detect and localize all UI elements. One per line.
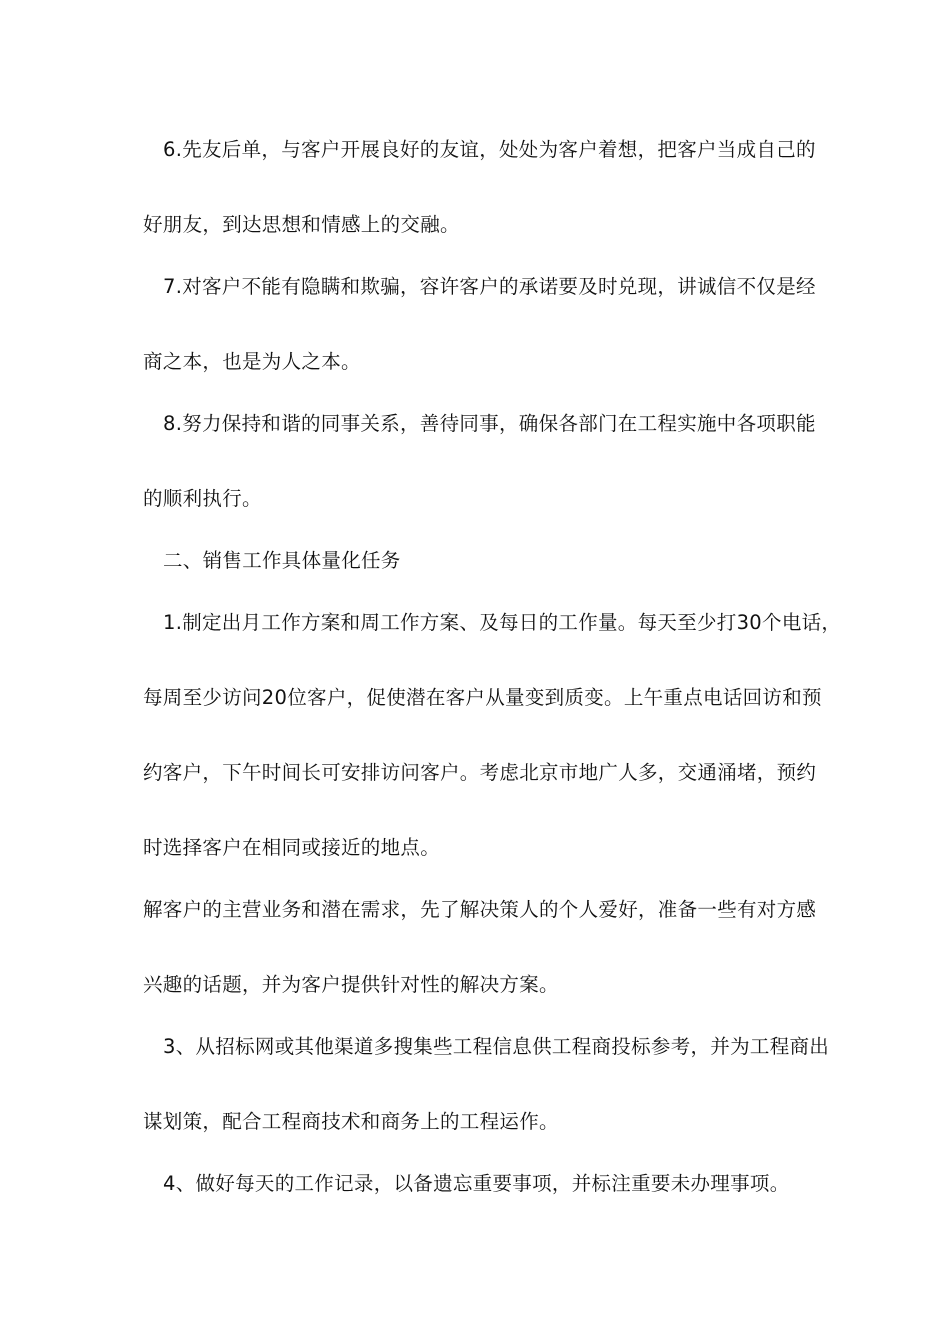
paragraph-line: 每周至少访问20位客户，促使潜在客户从量变到质变。上午重点电话回访和预 bbox=[143, 686, 822, 709]
paragraph-line: 6.先友后单，与客户开展良好的友谊，处处为客户着想，把客户当成自己的 bbox=[163, 138, 816, 161]
paragraph-line: 7.对客户不能有隐瞒和欺骗，容许客户的承诺要及时兑现，讲诚信不仅是经 bbox=[163, 275, 816, 298]
paragraph-line: 4、做好每天的工作记录，以备遗忘重要事项，并标注重要未办理事项。 bbox=[163, 1172, 790, 1195]
paragraph-line: 时选择客户在相同或接近的地点。 bbox=[143, 836, 441, 859]
paragraph-line: 的顺利执行。 bbox=[143, 487, 262, 510]
paragraph-line: 商之本，也是为人之本。 bbox=[143, 350, 361, 373]
paragraph-line: 1.制定出月工作方案和周工作方案、及每日的工作量。每天至少打30个电话， bbox=[163, 611, 842, 634]
paragraph-line: 解客户的主营业务和潜在需求，先了解决策人的个人爱好，准备一些有对方感 bbox=[143, 898, 817, 921]
paragraph-line: 兴趣的话题，并为客户提供针对性的解决方案。 bbox=[143, 973, 559, 996]
paragraph-line: 3、从招标网或其他渠道多搜集些工程信息供工程商投标参考，并为工程商出 bbox=[163, 1035, 830, 1058]
section-heading: 二、销售工作具体量化任务 bbox=[163, 549, 401, 572]
paragraph-line: 8.努力保持和谐的同事关系，善待同事，确保各部门在工程实施中各项职能 bbox=[163, 412, 816, 435]
paragraph-line: 好朋友，到达思想和情感上的交融。 bbox=[143, 213, 460, 236]
paragraph-line: 谋划策，配合工程商技术和商务上的工程运作。 bbox=[143, 1110, 559, 1133]
paragraph-line: 约客户，下午时间长可安排访问客户。考虑北京市地广人多，交通涌堵，预约 bbox=[143, 761, 817, 784]
